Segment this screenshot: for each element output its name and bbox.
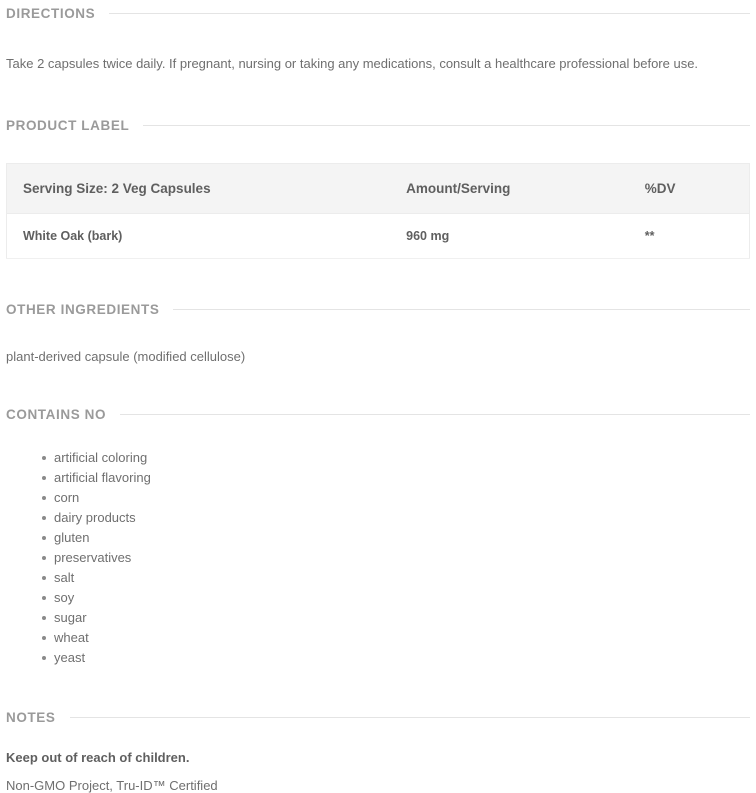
directions-text: Take 2 capsules twice daily. If pregnant, nursing or taking any medications, consult a healthcare professional before use.: [6, 56, 699, 71]
heading-divider: [120, 414, 750, 415]
other-ingredients-section: [6, 298, 750, 367]
other-ingredients-heading-label: OTHER INGREDIENTS: [6, 301, 160, 317]
heading-divider: [143, 125, 750, 126]
column-header-amount: Amount/Serving: [390, 163, 629, 213]
list-item: wheat: [42, 628, 750, 648]
contains-no-section: [6, 403, 750, 668]
other-ingredients-heading: [6, 298, 750, 317]
list-item: soy: [42, 588, 750, 608]
cell-ingredient-amount: 960 mg: [390, 213, 629, 258]
list-item: artificial coloring: [42, 448, 750, 468]
cell-ingredient-name: White Oak (bark): [7, 213, 391, 258]
contains-no-heading: [6, 403, 750, 422]
list-item: preservatives: [42, 548, 750, 568]
other-ingredients-text: plant-derived capsule (modified cellulose): [6, 348, 246, 364]
list-item: yeast: [42, 648, 750, 668]
notes-heading-label: NOTES: [6, 710, 56, 725]
cell-ingredient-dv: **: [629, 213, 750, 258]
notes-certification-text: Non-GMO Project, Tru-ID™ Certified: [6, 778, 218, 793]
product-label-heading-label: PRODUCT LABEL: [6, 117, 130, 133]
directions-heading-label: DIRECTIONS: [6, 6, 96, 21]
contains-no-list: [6, 448, 750, 668]
heading-divider: [109, 13, 750, 14]
list-item: corn: [42, 488, 750, 508]
product-label-section: [6, 114, 750, 259]
notes-heading: [6, 706, 750, 725]
list-item: salt: [42, 568, 750, 588]
contains-no-heading-label: CONTAINS NO: [6, 407, 107, 422]
notes-warning-text: Keep out of reach of children.: [6, 750, 190, 765]
product-label-heading: [6, 114, 750, 133]
column-header-dv: %DV: [629, 163, 750, 213]
directions-section: [6, 0, 750, 74]
table-row: [7, 213, 750, 258]
table-header-row: [7, 163, 750, 213]
heading-divider: [173, 309, 750, 310]
notes-section: [6, 706, 750, 793]
list-item: sugar: [42, 608, 750, 628]
list-item: gluten: [42, 528, 750, 548]
supplement-facts-table: [6, 163, 750, 259]
list-item: artificial flavoring: [42, 468, 750, 488]
heading-divider: [70, 717, 750, 718]
column-header-serving-size: Serving Size: 2 Veg Capsules: [7, 163, 391, 213]
list-item: dairy products: [42, 508, 750, 528]
directions-heading: [6, 2, 750, 21]
